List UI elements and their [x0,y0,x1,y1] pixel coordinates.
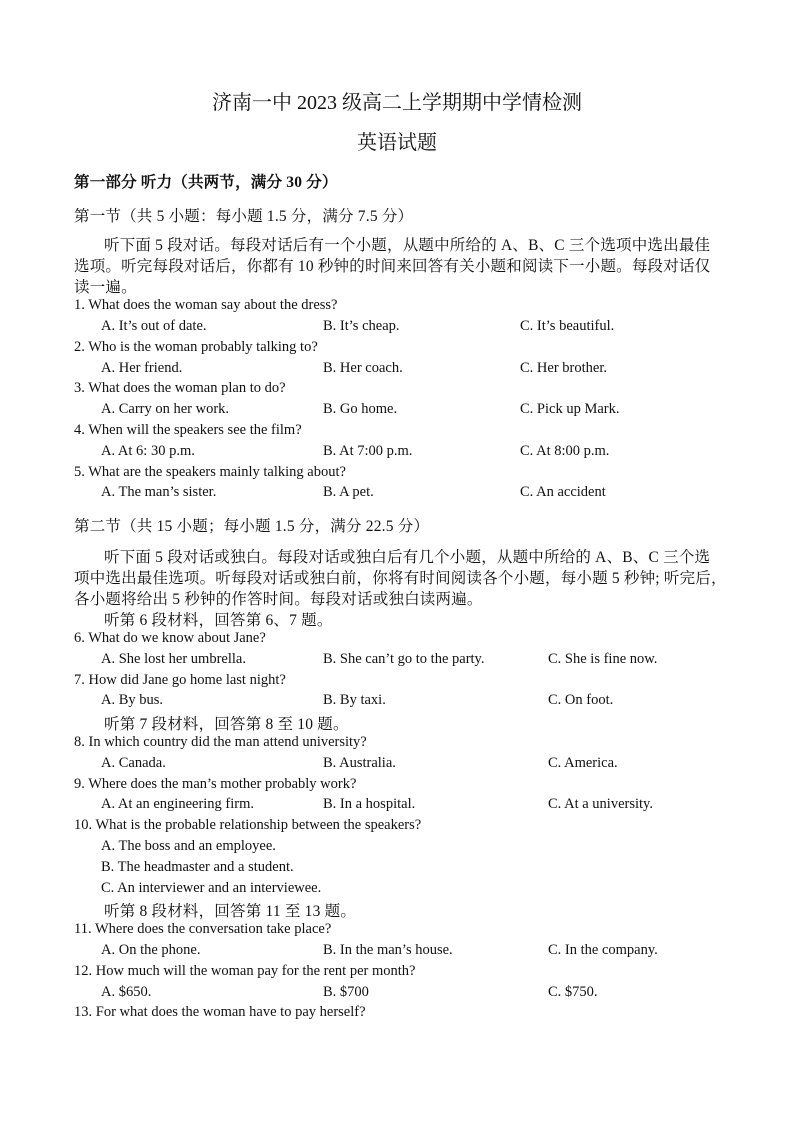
option-a: A. At 6: 30 p.m. [101,443,195,459]
option-a: A. $650. [101,984,152,1000]
option-b: B. In a hospital. [323,796,416,812]
option-a: A. The boss and an employee. [101,838,276,854]
option-b: B. A pet. [323,484,374,500]
question-11: 11. Where does the conversation take place? [74,921,332,937]
option-c: C. At 8:00 p.m. [520,443,610,459]
question-3: 3. What does the woman plan to do? [74,380,286,396]
question-7: 7. How did Jane go home last night? [74,672,286,688]
option-c: C. Pick up Mark. [520,401,620,417]
option-b: B. $700 [323,984,369,1000]
option-a: A. Her friend. [101,360,183,376]
question-9: 9. Where does the man’s mother probably work? [74,776,357,792]
option-a: A. Carry on her work. [101,401,230,417]
option-a: A. The man’s sister. [101,484,217,500]
option-a: A. Canada. [101,755,166,771]
option-c: C. It’s beautiful. [520,318,615,334]
option-a: A. It’s out of date. [101,318,207,334]
section1-instruction-line: 听下面 5 段对话。每段对话后有一个小题，从题中所给的 A、B、C 三个选项中选出最佳 [104,237,711,254]
option-b: B. Her coach. [323,360,403,376]
option-a: A. At an engineering firm. [101,796,255,812]
option-b: B. Go home. [323,401,398,417]
question-13: 13. For what does the woman have to pay herself? [74,1004,366,1020]
option-c: C. At a university. [548,796,653,812]
option-c: C. Her brother. [520,360,607,376]
option-c: C. In the company. [548,942,658,958]
option-c: C. An interviewer and an interviewee. [101,880,322,896]
exam-subtitle: 英语试题 [357,132,437,154]
section2-heading: 第二节（共 15 小题；每小题 1.5 分，满分 22.5 分） [74,518,430,535]
option-a: A. By bus. [101,692,164,708]
option-b: B. Australia. [323,755,396,771]
option-b: B. The headmaster and a student. [101,859,294,875]
option-b: B. It’s cheap. [323,318,400,334]
option-b: B. At 7:00 p.m. [323,443,413,459]
section2-instruction-line: 各小题将给出 5 秒钟的作答时间。每段对话或独白读两遍。 [74,591,483,608]
question-5: 5. What are the speakers mainly talking about? [74,464,346,480]
exam-title: 济南一中 2023 级高二上学期期中学情检测 [212,92,582,114]
option-a: A. On the phone. [101,942,201,958]
section1-instruction-line: 选项。听完每段对话后，你都有 10 秒钟的时间来回答有关小题和阅读下一小题。每段对话仅 [74,258,711,275]
part1-heading: 第一部分 听力（共两节，满分 30 分） [74,174,338,191]
section2-instruction-line: 项中选出最佳选项。听每段对话或独白前，你将有时间阅读各个小题，每小题 5 秒钟; 听完后， [74,570,727,587]
section2-instruction-line: 听下面 5 段对话或独白。每段对话或独白后有几个小题，从题中所给的 A、B、C 三个选 [104,549,711,566]
material-8-instruction: 听第 8 段材料，回答第 11 至 13 题。 [104,903,357,920]
option-c: C. She is fine now. [548,651,658,667]
option-b: B. In the man’s house. [323,942,453,958]
question-2: 2. Who is the woman probably talking to? [74,339,318,355]
option-a: A. She lost her umbrella. [101,651,246,667]
material-7-instruction: 听第 7 段材料，回答第 8 至 10 题。 [104,716,349,733]
question-4: 4. When will the speakers see the film? [74,422,302,438]
section1-heading: 第一节（共 5 小题：每小题 1.5 分，满分 7.5 分） [74,208,414,225]
section1-instruction-line: 读一遍。 [74,279,137,296]
option-c: C. America. [548,755,618,771]
question-12: 12. How much will the woman pay for the rent per month? [74,963,416,979]
question-6: 6. What do we know about Jane? [74,630,266,646]
option-c: C. An accident [520,484,606,500]
question-10: 10. What is the probable relationship between the speakers? [74,817,422,833]
question-1: 1. What does the woman say about the dress? [74,297,338,313]
option-b: B. She can’t go to the party. [323,651,485,667]
option-c: C. $750. [548,984,598,1000]
option-c: C. On foot. [548,692,614,708]
material-6-instruction: 听第 6 段材料，回答第 6、7 题。 [104,612,333,629]
option-b: B. By taxi. [323,692,386,708]
question-8: 8. In which country did the man attend university? [74,734,367,750]
